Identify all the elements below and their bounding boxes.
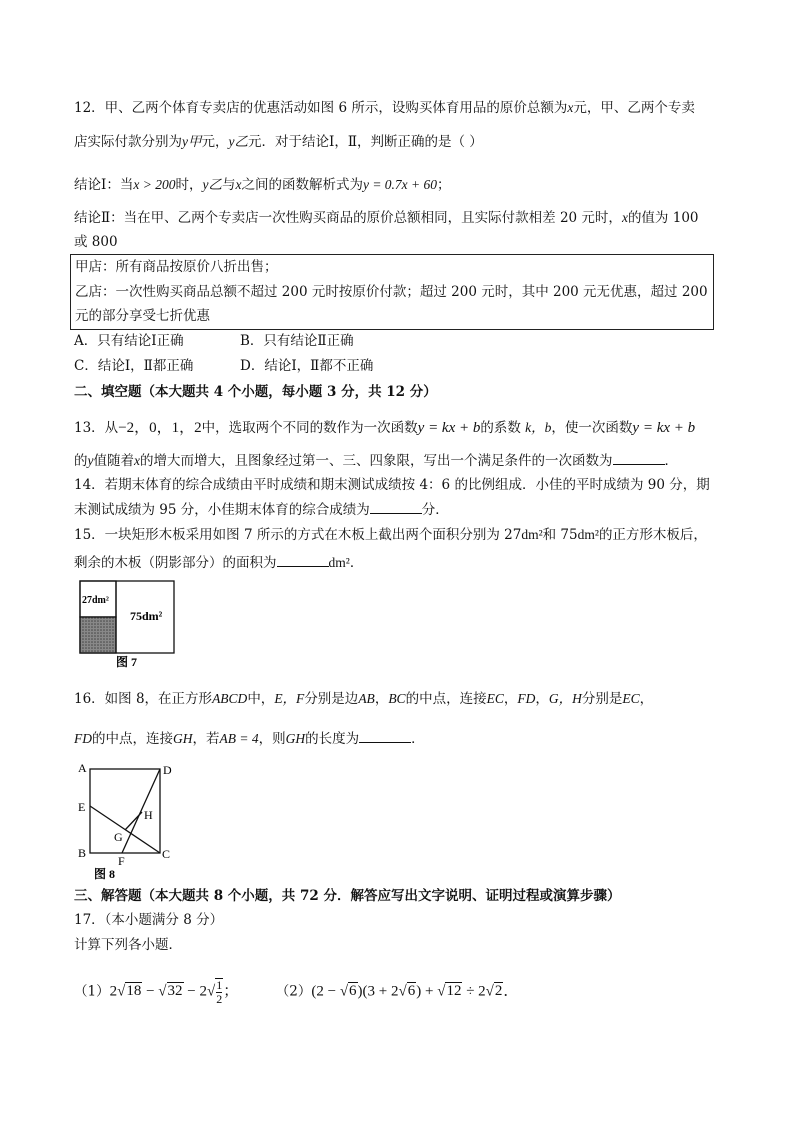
q16-text: 16．如图 8，在正方形 xyxy=(74,691,213,707)
q13-text: ，使一次函数 xyxy=(551,420,633,436)
option-d: D．结论Ⅰ，Ⅱ都不正确 xyxy=(240,358,374,374)
q17-intro: 计算下列各小题． xyxy=(74,937,182,953)
q15-text: 剩余的木板（阴影部分）的面积为 xyxy=(74,555,277,571)
q12-text: 元，甲、乙两个专卖 xyxy=(573,100,695,116)
q12-text: 12．甲、乙两个体育专卖店的优惠活动如图 6 所示，设购买体育用品的原价总额为 xyxy=(74,100,568,116)
figure-7 xyxy=(76,578,176,670)
q13-line1 xyxy=(74,418,695,438)
q13-text: 值随着 xyxy=(93,453,134,469)
conclusion1-label: 结论Ⅰ：当 xyxy=(74,177,134,193)
segment-ec: EC xyxy=(622,691,640,706)
conclusion1-condition: x > 200 xyxy=(133,177,176,192)
q12-line1 xyxy=(74,98,695,118)
q16-text: 的中点，连接 xyxy=(92,731,173,747)
section3-heading: 三、解答题（本大题共 8 个小题，共 72 分．解答应写出文字说明、证明过程或演算步骤） xyxy=(74,888,621,904)
option-b: B．只有结论Ⅱ正确 xyxy=(240,333,354,349)
answer-blank[interactable] xyxy=(613,450,665,465)
label-h: H xyxy=(144,808,153,822)
q12-text: 元．对于结论Ⅰ，Ⅱ，判断正确的是（ ） xyxy=(248,134,483,150)
figure-8 xyxy=(74,760,184,882)
coefficients-kb: k，b xyxy=(525,420,552,435)
q17-part1: （1）2√18 − √32 − 2√ $\frac{1}{2}$ ； （2）(2 − √6)(3 + 2√6) + √12 ÷ 2√2． xyxy=(74,978,519,1006)
var-y-yi: y乙 xyxy=(202,177,222,192)
q13-text: 中，选取两个不同的数作为一次函数 xyxy=(201,420,418,436)
answer-blank[interactable] xyxy=(359,728,411,743)
q13-text: 的 xyxy=(74,453,88,469)
label-c: C xyxy=(162,847,171,861)
q14-line1: 14．若期末体育的综合成绩由平时成绩和期末测试成绩按 4：6 的比例组成．小佳的平时成绩为 90 分，期 xyxy=(74,477,710,493)
unit-dm2: dm² xyxy=(577,527,599,542)
shaded-region xyxy=(80,617,116,653)
var-x: x xyxy=(567,100,574,115)
promotion-box xyxy=(70,254,714,330)
q16-text: 的中点，连接 xyxy=(405,691,487,707)
q16-text: 中， xyxy=(247,691,275,707)
large-square-label: 75dm² xyxy=(130,609,163,623)
label-g: G xyxy=(114,830,123,844)
q16-text: 分别是边 xyxy=(304,691,359,707)
q13-text: ． xyxy=(664,453,678,469)
segment-fd: FD xyxy=(74,731,92,746)
label-f: F xyxy=(118,854,125,868)
q13-text: 的增大而增大，且图象经过第一、三、四象限，写出一个满足条件的一次函数为 xyxy=(140,453,613,469)
label-b: B xyxy=(78,846,87,860)
var-x: x xyxy=(235,177,242,192)
segment-ec: EC xyxy=(486,691,504,706)
q16-line1: 16．如图 8，在正方形ABCD中，E，F分别是边AB，BC的中点，连接EC，FD，G，H分别是EC， xyxy=(74,691,654,707)
points-gh: G，H xyxy=(548,691,582,706)
figure-8-caption: 图 8 xyxy=(94,867,116,881)
q15-text: ． xyxy=(349,555,364,571)
q12-conclusion2-line2: 或 800 xyxy=(74,234,118,250)
var-x: x xyxy=(621,210,628,225)
side-ab: AB xyxy=(358,691,375,706)
condition-ab: AB = 4 xyxy=(219,731,259,746)
label-a: A xyxy=(78,761,87,775)
linear-function: y = kx + b xyxy=(632,420,696,436)
q14-text: 末测试成绩为 95 分，小佳期末体育的综合成绩为 xyxy=(74,502,370,518)
answer-blank[interactable] xyxy=(370,499,422,514)
q12-line2 xyxy=(74,132,483,152)
q12-conclusion1 xyxy=(74,175,451,195)
q16-line2 xyxy=(74,728,425,749)
part2-label: （2） xyxy=(275,983,312,1000)
q15-text: 和 75 xyxy=(542,527,578,543)
conclusion2-text: 的值为 100 xyxy=(627,210,699,226)
store-jia-rule: 甲店：所有商品按原价八折出售； xyxy=(75,259,278,275)
q12-options-row1 xyxy=(74,331,354,351)
number-set: −2，0，1，2 xyxy=(118,420,202,436)
q12-conclusion2 xyxy=(74,208,699,228)
q12-text: ； xyxy=(437,177,451,193)
part1-label: （1） xyxy=(74,983,110,1000)
segment-fd: FD xyxy=(517,691,536,706)
radicand: 32 xyxy=(167,983,183,1000)
section2-heading: 二、填空题（本大题共 4 个小题，每小题 3 分，共 12 分） xyxy=(74,384,437,400)
option-c: C．结论Ⅰ，Ⅱ都正确 xyxy=(74,358,194,374)
small-square-label: 27dm² xyxy=(82,595,109,606)
q12-text: 之间的函数解析式为 xyxy=(241,177,363,193)
square-abcd: ABCD xyxy=(212,691,248,706)
segment-gh: GH xyxy=(285,731,306,746)
var-y-jia: y甲 xyxy=(182,134,202,149)
figure-7-caption: 图 7 xyxy=(116,655,138,669)
var-x: x xyxy=(134,453,140,468)
q15-line1 xyxy=(74,525,707,545)
answer-blank[interactable] xyxy=(277,552,329,567)
q14-text: 分． xyxy=(421,502,449,518)
linear-function: y = kx + b xyxy=(417,420,481,436)
q12-text: 与 xyxy=(221,177,236,193)
conclusion2-text: 结论Ⅱ：当在甲、乙两个专卖店一次性购买商品的原价总额相同，且实际付款相差 20 元时， xyxy=(74,210,622,226)
q14-line2 xyxy=(74,499,449,520)
unit-dm2: dm² xyxy=(328,555,350,570)
q13-text: 13．从 xyxy=(74,420,119,436)
q15-text: 的正方形木板后， xyxy=(598,527,707,543)
q13-line2: 的y值随着x的增大而增大，且图象经过第一、三、四象限，写出一个满足条件的一次函数为 ． xyxy=(74,450,678,471)
segment-gh: GH xyxy=(173,731,193,746)
q12-text: 元， xyxy=(201,134,229,150)
fraction-radicand: $\frac{1}{2}$ xyxy=(216,978,223,1006)
var-y-yi: y乙 xyxy=(228,134,248,149)
q16-text: ，若 xyxy=(192,731,220,747)
store-yi-rule: 乙店：一次性购买商品总额不超过 200 元时按原价付款；超过 200 元时，其中 200 元无优惠，超过 200 xyxy=(75,284,708,300)
option-a: A．只有结论Ⅰ正确 xyxy=(74,333,184,349)
side-bc: BC xyxy=(388,691,406,706)
q16-text: 分别是 xyxy=(581,691,623,707)
q16-text: ． xyxy=(411,731,425,747)
points-ef: E，F xyxy=(274,691,305,706)
store-yi-rule-cont: 元的部分享受七折优惠 xyxy=(75,308,210,324)
q12-options-row2 xyxy=(74,356,373,376)
q17-title: 17．（本小题满分 8 分） xyxy=(74,912,224,928)
radicand: 18 xyxy=(126,983,142,1000)
conclusion1-formula: y = 0.7x + 60 xyxy=(362,177,438,192)
q15-line2 xyxy=(74,552,363,573)
q16-text: 的长度为 xyxy=(305,731,360,747)
q13-text: 的系数 xyxy=(480,420,521,436)
q12-text: 店实际付款分别为 xyxy=(74,134,182,150)
label-d: D xyxy=(163,763,172,777)
unit-dm2: dm² xyxy=(521,527,543,542)
q15-text: 15．一块矩形木板采用如图 7 所示的方式在木板上截出两个面积分别为 27 xyxy=(74,527,522,543)
label-e: E xyxy=(78,800,86,814)
q16-text: ，则 xyxy=(258,731,286,747)
q12-text: 时， xyxy=(175,177,203,193)
